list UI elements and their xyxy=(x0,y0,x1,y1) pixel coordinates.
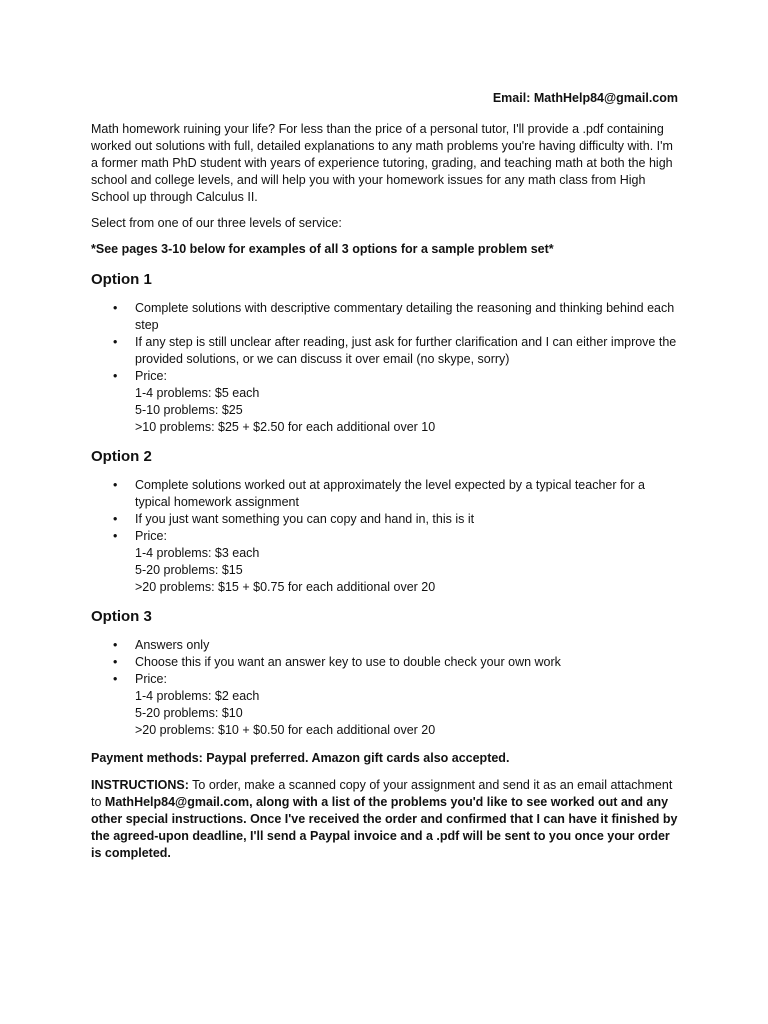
instructions-paragraph xyxy=(91,777,679,862)
option-1-heading: Option 1 xyxy=(91,271,152,288)
price-tier: >20 problems: $15 + $0.75 for each additional over 20 xyxy=(135,580,436,594)
instructions-text: To order, make a scanned copy of your assignment and send it as an email attachment to xyxy=(91,778,673,809)
price-label: Price: xyxy=(135,369,167,383)
bullet-icon: • xyxy=(113,478,118,492)
bullet-icon: • xyxy=(113,301,118,315)
instructions-text: , along with a list of the problems you'd like to see worked out and any other special instructions. Once I've received the order and confirmed that I can have it finished by the agreed-upon deadline, I'll send a Paypal invoice and a .pdf will be sent to you once your order is completed. xyxy=(91,795,678,860)
list-item: • If you just want something you can copy and hand in, this is it xyxy=(113,512,475,526)
price-tier: >20 problems: $10 + $0.50 for each additional over 20 xyxy=(135,723,436,737)
list-item: • Complete solutions with descriptive commentary detailing the reasoning and thinking behind each step xyxy=(113,301,675,332)
document-body xyxy=(91,121,679,862)
email-header: Email: MathHelp84@gmail.com xyxy=(492,91,678,105)
bullet-icon: • xyxy=(113,335,118,349)
price-label: Price: xyxy=(135,529,167,543)
bullet-icon: • xyxy=(113,672,118,686)
bullet-icon: • xyxy=(113,638,118,652)
option-1-list xyxy=(91,300,679,436)
price-tier: >10 problems: $25 + $2.50 for each additional over 10 xyxy=(135,420,436,434)
select-service-line: Select from one of our three levels of service: xyxy=(91,216,342,230)
intro-paragraph: Math homework ruining your life? For less than the price of a personal tutor, I'll provide a .pdf containing worked out solutions with full, detailed explanations to any math problems you're having difficulty with. I'm a former math PhD student with years of experience tutoring, grading, and teaching math at both the high school and college levels, and will help you with your homework issues for any math class from High School up through Calculus II. xyxy=(91,122,673,204)
bullet-icon: • xyxy=(113,655,118,669)
price-tier: 1-4 problems: $3 each xyxy=(135,546,260,560)
list-item xyxy=(91,368,679,436)
list-item: • Complete solutions worked out at approximately the level expected by a typical teacher for a typical homework assignment xyxy=(113,478,645,509)
bullet-icon: • xyxy=(113,369,118,383)
price-tier: 5-20 problems: $15 xyxy=(135,563,243,577)
list-item xyxy=(91,528,679,596)
instructions-label: INSTRUCTIONS: xyxy=(91,778,189,792)
instructions-email: MathHelp84@gmail.com xyxy=(104,795,250,809)
price-label: Price: xyxy=(135,672,167,686)
list-item: • Choose this if you want an answer key to use to double check your own work xyxy=(113,655,561,669)
list-item: • Answers only xyxy=(113,638,210,652)
option-3-heading: Option 3 xyxy=(91,608,152,625)
bullet-icon: • xyxy=(113,529,118,543)
price-tier: 5-10 problems: $25 xyxy=(135,403,243,417)
see-pages-note: *See pages 3-10 below for examples of all 3 options for a sample problem set* xyxy=(91,242,554,256)
option-2-heading: Option 2 xyxy=(91,448,152,465)
option-2-list xyxy=(91,477,679,596)
bullet-icon: • xyxy=(113,512,118,526)
list-item xyxy=(91,671,679,739)
list-item: • If any step is still unclear after reading, just ask for further clarification and I can either improve the provided solutions, or we can discuss it over email (no skype, sorry) xyxy=(113,335,677,366)
price-tier: 1-4 problems: $2 each xyxy=(135,689,260,703)
option-3-list xyxy=(91,637,679,739)
price-tier: 5-20 problems: $10 xyxy=(135,706,243,720)
payment-methods: Payment methods: Paypal preferred. Amazon gift cards also accepted. xyxy=(91,751,510,765)
price-tier: 1-4 problems: $5 each xyxy=(135,386,260,400)
